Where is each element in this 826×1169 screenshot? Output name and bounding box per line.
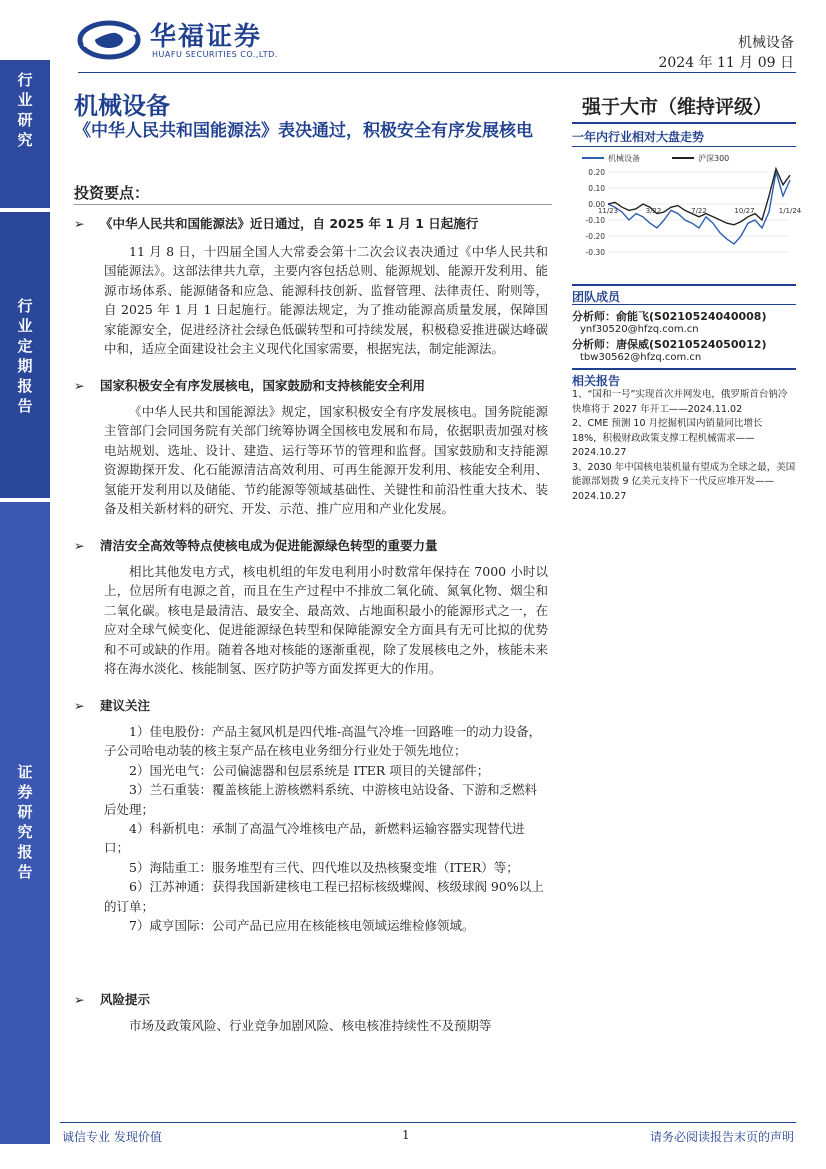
section-heading: 国家积极安全有序发展核电，国家鼓励和支持核能安全利用 (100, 378, 426, 393)
key-points-title: 投资要点： (74, 184, 150, 202)
analyst-email[interactable]: ynf30520@hfzq.com.cn (580, 324, 699, 335)
legend-label: 沪深300 (698, 154, 730, 163)
x-tick-label: 7/22 (691, 207, 707, 215)
paragraph-text: 相比其他发电方式，核电机组的年发电利用小时数常年保持在 7000 小时以上，位居所有电源之首，而且在生产过程中不排放二氧化硫、氮氧化物、烟尘和二氧化碳。核电是最清洁、最安全、最高效、占地面积最小的能源形式之一，在应对全球气候变化、促进能源绿色转型和保障能源安全方面具有无可比拟的优势和不可或缺的作用。随着各地对核能的逐渐重视，除了发展核电之外，核能未来将在海水淡化、核能制氢、医疗防护等方面发挥更大的作用。 (104, 564, 548, 677)
suggest-list (104, 722, 548, 935)
rating: 强于大市（维持评级） (582, 96, 773, 118)
paragraph-text: 《中华人民共和国能源法》规定，国家积极安全有序发展核电。国务院能源主管部门会同国务院有关部门统筹协调全国核电发展和布局，依据职责加强对核电站规划、选址、设计、建造、运行等环节的管理和监督。国家鼓励和支持能源资源勘探开发、化石能源清洁高效利用、可再生能源开发利用、核能安全利用、氢能开发利用以及储能、节约能源等领域基础性、关键性和前沿性重大技术、装备及相关新材料的研究、开发、示范、推广应用和产业化发展。 (104, 404, 548, 517)
header-date: 2024 年 11 月 09 日 (658, 55, 794, 71)
section-heading: 《中华人民共和国能源法》近日通过，自 2025 年 1 月 1 日起施行 (100, 216, 479, 231)
section-bullet (74, 990, 552, 1008)
x-tick-label: 3/22 (645, 207, 662, 215)
footer-disclaimer: 请务必阅读报告末页的声明 (649, 1130, 794, 1144)
section-paragraph (104, 562, 548, 678)
y-tick-label: -0.30 (585, 248, 605, 257)
section-bullet (74, 376, 552, 394)
arrow-icon: ➢ (74, 538, 85, 553)
section-heading: 风险提示 (100, 992, 151, 1007)
sidebar-label: 行业研究 (17, 71, 33, 149)
related-report-link[interactable]: 3、2030 年中国核电装机量有望成为全球之最，美国能源部划拨 9 亿美元支持下一代反应堆开发——2024.10.27 (572, 461, 796, 502)
company-logo-icon (78, 20, 140, 60)
related-report-link[interactable]: 2、CME 预测 10 月挖掘机国内销量同比增长 18%，积极财政政策支撑工程机械需求——2024.10.27 (572, 418, 763, 458)
header-industry: 机械设备 (738, 35, 794, 51)
arrow-icon: ➢ (74, 698, 85, 713)
arrow-icon: ➢ (74, 378, 85, 393)
page-number: 1 (402, 1128, 410, 1142)
risk-paragraph (104, 1016, 548, 1035)
sidebar-label: 证券研究报告 (17, 763, 33, 881)
y-tick-label: 0.20 (588, 168, 605, 177)
related-reports (572, 388, 796, 504)
related-report-link[interactable]: 1、“国和一号”实现首次并网发电，俄罗斯首台钠冷快堆将于 2027 年开工——2024.11.02 (572, 389, 788, 415)
footer-divider (60, 1122, 796, 1123)
footer-slogan: 诚信专业 发现价值 (62, 1130, 162, 1144)
sidebar-label: 行业定期报告 (17, 297, 33, 415)
analyst-name: 唐保威(S0210524050012) (616, 338, 767, 351)
list-item: 1）佳电股份：产品主氦风机是四代堆-高温气冷堆一回路唯一的动力设备，子公司哈电动装的核主泵产品在核电业务细分行业处于领先地位； (104, 724, 542, 759)
section-paragraph (104, 402, 548, 518)
x-tick-label: 11/23 (597, 207, 619, 215)
arrow-icon: ➢ (74, 216, 85, 231)
analyst-2 (572, 336, 766, 352)
section-paragraph (104, 242, 548, 358)
divider (572, 146, 796, 147)
header-divider (78, 72, 796, 73)
report-subtitle: 《中华人民共和国能源法》表决通过，积极安全有序发展核电 (74, 121, 533, 141)
legend-label: 机械设备 (608, 154, 640, 163)
divider (572, 304, 796, 305)
logo-english-name: HUAFU SECURITIES CO.,LTD. (152, 50, 278, 59)
y-tick-label: 0.00 (588, 200, 605, 209)
divider (572, 284, 796, 286)
section-bullet (74, 696, 552, 714)
section-heading: 清洁安全高效等特点使核电成为促进能源绿色转型的重要力量 (100, 538, 438, 553)
list-item: 4）科新机电：承制了高温气冷堆核电产品，新燃料运输容器实现替代进口； (104, 821, 525, 856)
list-item: 3）兰石重装：覆盖核能上游核燃料系统、中游核电站设备、下游和乏燃料后处理； (104, 782, 537, 817)
y-tick-label: -0.20 (585, 232, 605, 241)
performance-chart (572, 150, 802, 260)
divider (572, 122, 796, 124)
x-tick-label: 10/27 (734, 207, 755, 215)
arrow-icon: ➢ (74, 992, 85, 1007)
logo-name: 华福证券 (150, 22, 263, 52)
list-item: 7）咸亨国际：公司产品已应用在核能核电领域运维检修领域。 (129, 918, 475, 934)
series-line (608, 169, 790, 225)
divider (572, 368, 796, 370)
list-item: 5）海陆重工：服务堆型有三代、四代堆以及热核聚变堆（ITER）等； (129, 859, 519, 875)
y-tick-label: 0.10 (588, 184, 605, 193)
team-title: 团队成员 (572, 290, 621, 304)
list-item: 6）江苏神通：获得我国新建核电工程已招标核级蝶阀、核级球阀 90%以上的订单； (104, 879, 544, 914)
analyst-email[interactable]: tbw30562@hfzq.com.cn (580, 352, 702, 363)
paragraph-text: 11 月 8 日，十四届全国人大常委会第十二次会议表决通过《中华人民共和国能源法》。这部法律共九章，主要内容包括总则、能源规划、能源开发利用、能源市场体系、能源储备和应急、能源科技创新、监督管理、法律责任、附则等，自 2025 年 1 月 1 日起施行。能源法规定，为了推动能源高质量发展，保障国家能源安全，促进经济社会绿色低碳转型和可持续发展，积极稳妥推进碳达峰碳中和，适应全面建设社会主义现代化国家需要，根据宪法，制定能源法。 (104, 244, 548, 357)
paragraph-text: 市场及政策风险、行业竞争加剧风险、核电核准持续性不及预期等 (129, 1018, 492, 1033)
sidebar-block-3 (0, 502, 50, 1144)
sidebar-block-2 (0, 212, 50, 498)
section-heading: 建议关注 (100, 698, 151, 713)
section-bullet (74, 536, 552, 554)
y-tick-label: -0.10 (585, 216, 605, 225)
related-title: 相关报告 (572, 374, 621, 388)
chart-title: 一年内行业相对大盘走势 (572, 130, 705, 144)
section-bullet (74, 214, 552, 232)
report-title: 机械设备 (74, 92, 170, 120)
sidebar-block-1 (0, 60, 50, 208)
analyst-1 (572, 308, 766, 324)
divider (74, 204, 552, 205)
list-item: 2）国光电气：公司偏滤器和包层系统是 ITER 项目的关键部件； (129, 762, 490, 778)
analyst-label: 分析师： (572, 338, 616, 351)
analyst-name: 俞能飞(S0210524040008) (616, 310, 767, 323)
x-tick-label: 1/1/24 (778, 207, 802, 215)
analyst-label: 分析师： (572, 310, 616, 323)
